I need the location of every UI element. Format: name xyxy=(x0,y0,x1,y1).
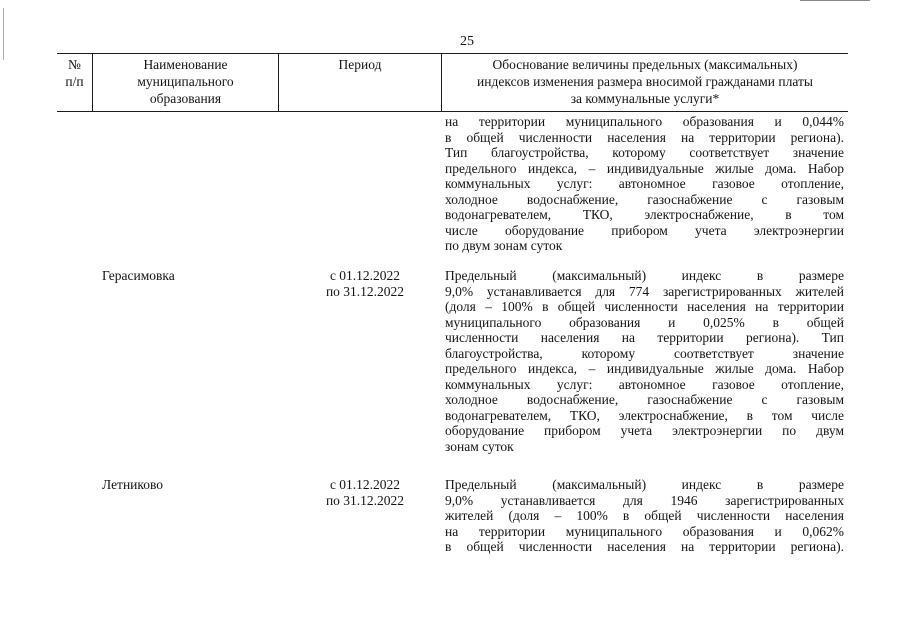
justification-text: Предельный (максимальный) индекс в размере 9,0% устанавливается для 1946 зарегистрированных жителей (доля – 100% в общей численности населения на территории муниципального образования и 0,062% в общей численности населения на территории региона). xyxy=(445,477,844,554)
header-period: Период xyxy=(338,57,382,72)
table-header xyxy=(57,53,848,112)
municipality-name: Герасимовка xyxy=(102,268,175,283)
header-no: № п/п xyxy=(65,57,84,89)
municipality-name: Летниково xyxy=(102,477,164,492)
continuation-text: на территории муниципального образования и 0,044% в общей численности населения на территории региона). Тип благоустройства, которому соответствует значение предельного индекса, – индивидуальные жилые дома. Набор коммунальных услуг: автономное газовое отопление, холодное водоснабжение, газоснабжение с газовым водонагревателем, ТКО, электроснабжение, в том числе оборудование прибором учета электроэнергии по двум зонам суток xyxy=(445,114,844,253)
header-municipality: Наименование муниципального образования xyxy=(137,57,234,106)
page-number: 25 xyxy=(460,34,474,49)
justification-text: Предельный (максимальный) индекс в размере 9,0% устанавливается для 774 зарегистрированных жителей (доля – 100% в общей численности населения на территории муниципального образования и 0,025% в общей численности населения на территории региона). Тип благоустройства, которому соответствует значение предельного индекса, – индивидуальные жилые дома. Набор коммунальных услуг: автономное газовое отопление, холодное водоснабжение, газоснабжение с газовым водонагревателем, ТКО, электроснабжение, в том числе оборудование прибором учета электроэнергии по двум зонам суток xyxy=(445,268,844,454)
period: с 01.12.2022 по 31.12.2022 xyxy=(325,268,405,299)
period: с 01.12.2022 по 31.12.2022 xyxy=(325,477,405,508)
header-justification: Обоснование величины предельных (максимальных) индексов изменения размера вносимой гражданами платы за коммунальные услуги* xyxy=(477,57,813,106)
scan-edge-top-right xyxy=(800,0,870,1)
scan-edge-left xyxy=(3,8,4,60)
